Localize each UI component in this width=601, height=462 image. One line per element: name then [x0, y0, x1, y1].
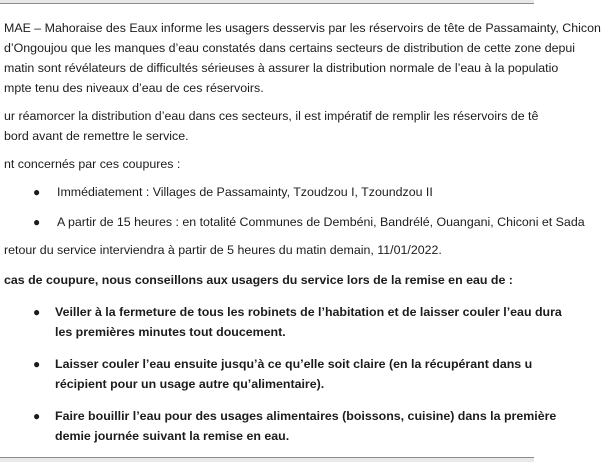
advice-item-line: les premières minutes tout doucement. [55, 325, 286, 339]
intro-line-4: mpte tenu des niveaux d’eau de ces réservoirs. [4, 81, 264, 95]
bottom-frame-band [0, 458, 534, 462]
bullet-icon: ● [33, 215, 41, 229]
intro-line-3: matin sont révélateurs de difficultés sérieuses à assurer la distribution normale de l’eau à la populatio [4, 61, 559, 75]
intro-line-1: MAE – Mahoraise des Eaux informe les usagers desservis par les réservoirs de tête de Passamainty, Chicon [4, 21, 601, 35]
bullet-icon: ● [33, 409, 41, 423]
bullet-icon: ● [33, 185, 41, 199]
advice-item-line: Faire bouillir l’eau pour des usages alimentaires (boissons, cuisine) dans la première [55, 409, 557, 423]
bullet-icon: ● [33, 357, 41, 371]
return-notice: retour du service interviendra à partir de 5 heures du matin demain, 11/01/2022. [4, 243, 442, 257]
advice-intro: cas de coupure, nous conseillons aux usagers du service lors de la remise en eau de : [4, 273, 513, 287]
reason-line-1: ur réamorcer la distribution d’eau dans ces secteurs, il est impératif de remplir les réservoirs de tê [4, 109, 539, 123]
concerned-intro: nt concernés par ces coupures : [4, 157, 181, 171]
reason-line-2: bord avant de remettre le service. [4, 129, 189, 143]
advice-item-line: récipient pour un usage autre qu’alimentaire). [55, 377, 325, 391]
advice-item-line: demie journée suivant la remise en eau. [55, 429, 290, 443]
intro-line-2: d’Ongoujou que les manques d’eau constatés dans certains secteurs de distribution de cette zone depui [4, 41, 576, 55]
advice-item-line: Laisser couler l’eau ensuite jusqu’à ce qu’elle soit claire (en la récupérant dans u [55, 357, 533, 371]
bullet-icon: ● [33, 305, 41, 319]
concerned-item: Immédiatement : Villages de Passamainty, Tzoudzou I, Tzoundzou II [57, 185, 433, 199]
advice-item-line: Veiller à la fermeture de tous les robinets de l’habitation et de laisser couler l’eau dura [55, 305, 562, 319]
concerned-item: A partir de 15 heures : en totalité Communes de Dembéni, Bandrélé, Ouangani, Chiconi et Sada [57, 215, 585, 229]
